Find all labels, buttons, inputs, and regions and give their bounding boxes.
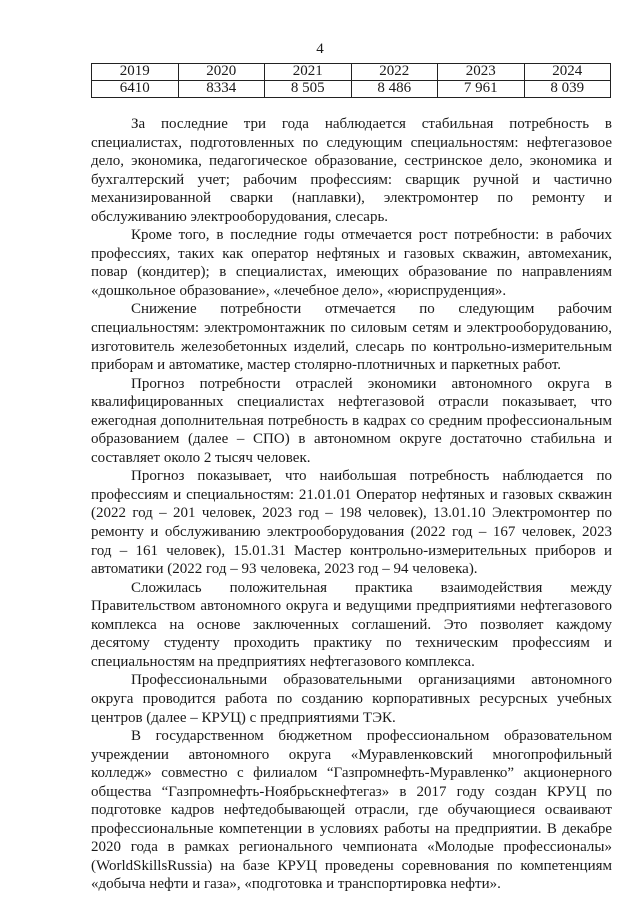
table-cell-year: 2024 <box>524 64 611 81</box>
paragraph-resource-centers: Профессиональными образовательными организациями автономного округа проводится работа по созданию корпоративных ресурсных учебных центров (далее – КРУЦ) с предприятиями ТЭК. <box>91 672 612 726</box>
table-cell-year: 2020 <box>178 64 265 81</box>
table-cell-value: 8 505 <box>265 81 352 98</box>
paragraph-growing-demand: Кроме того, в последние годы отмечается рост потребности: в рабочих профессиях, таких как оператор нефтяных и газовых скважин, автомеханик, повар (кондитер); в специалистах, имеющих образование по направлениям «дошкольное образование», «лечебное дело», «юриспруденция». <box>91 227 612 299</box>
table-cell-value: 8 486 <box>351 81 438 98</box>
paragraph-forecast-oil-gas: Прогноз потребности отраслей экономики автономного округа в квалифицированных специалистах нефтегазовой отрасли показывает, что ежегодная дополнительная потребность в кадрах со средним профессиональным образованием (далее – СПО) в автономном округе достаточно стабильна и составляет около 2 тысяч человек. <box>91 375 612 466</box>
paragraph-forecast-professions: Прогноз показывает, что наибольшая потребность наблюдается по профессиям и специальностям: 21.01.01 Оператор нефтяных и газовых скважин (2022 год – 201 человек, 2023 год – 198 человек), 13.01.10 Электромонтер по ремонту и обслуживанию электрооборудования (2022 год – 167 человек, 2023 год – 161 человек), 15.01.31 Мастер контрольно-измерительных приборов и автоматики (2022 год – 93 человека, 2023 год – 94 человека). <box>91 468 612 578</box>
table-cell-value: 8 039 <box>524 81 611 98</box>
paragraph-stable-demand: За последние три года наблюдается стабильная потребность в специалистах, подготовленных по следующим специальностям: нефтегазовое дело, экономика, педагогическое образование, сестринское дело, экономика и бухгалтерский учет; рабочим профессиям: сварщик ручной и частично механизированной сварки (наплавки), электромонтер по ремонту и обслуживанию электрооборудования, слесарь. <box>91 116 612 225</box>
table-cell-value: 6410 <box>92 81 179 98</box>
paragraph-declining-demand: Снижение потребности отмечается по следующим рабочим специальностям: электромонтажник по силовым сетям и электрооборудованию, изготовитель железобетонных изделий, слесарь по контрольно-измерительным приборам и автоматике, мастер столярно-плотничных и паркетных работ. <box>91 301 612 374</box>
document-body <box>91 115 612 894</box>
table-cell-year: 2021 <box>265 64 352 81</box>
paragraph-cooperation: Сложилась положительная практика взаимодействия между Правительством автономного округа и ведущими предприятиями нефтегазового комплекса на основе заключенных соглашений. Это позволяет каждому десятому студенту проходить практику по техническим профессиям и специальностям на предприятиях нефтегазового комплекса. <box>91 579 612 670</box>
table-cell-year: 2023 <box>438 64 525 81</box>
table-cell-year: 2022 <box>351 64 438 81</box>
table-value-row <box>92 81 611 98</box>
table-cell-value: 8334 <box>178 81 265 98</box>
table-cell-year: 2019 <box>92 64 179 81</box>
statistics-table <box>91 63 611 98</box>
page-number: 4 <box>316 41 324 57</box>
paragraph-muravlenko-college: В государственном бюджетном профессиональном образовательном учреждении автономного округа «Муравленковский многопрофильный колледж» совместно с филиалом “Газпромнефть-Муравленко” акционерного общества “Газпромнефть-Ноябрьскнефтегаз» в 2017 году создан КРУЦ по подготовке кадров нефтедобывающей отрасли, где обучающиеся осваивают профессиональные компетенции в условиях работы на предприятии. В декабре 2020 года в рамках регионального чемпионата «Молодые профессионалы» (WorldSkillsRussia) на базе КРУЦ проведены соревнования по компетенциям «добыча нефти и газа», «подготовка и транспортировка нефти». <box>91 728 612 893</box>
table-header-row <box>92 64 611 81</box>
table-cell-value: 7 961 <box>438 81 525 98</box>
